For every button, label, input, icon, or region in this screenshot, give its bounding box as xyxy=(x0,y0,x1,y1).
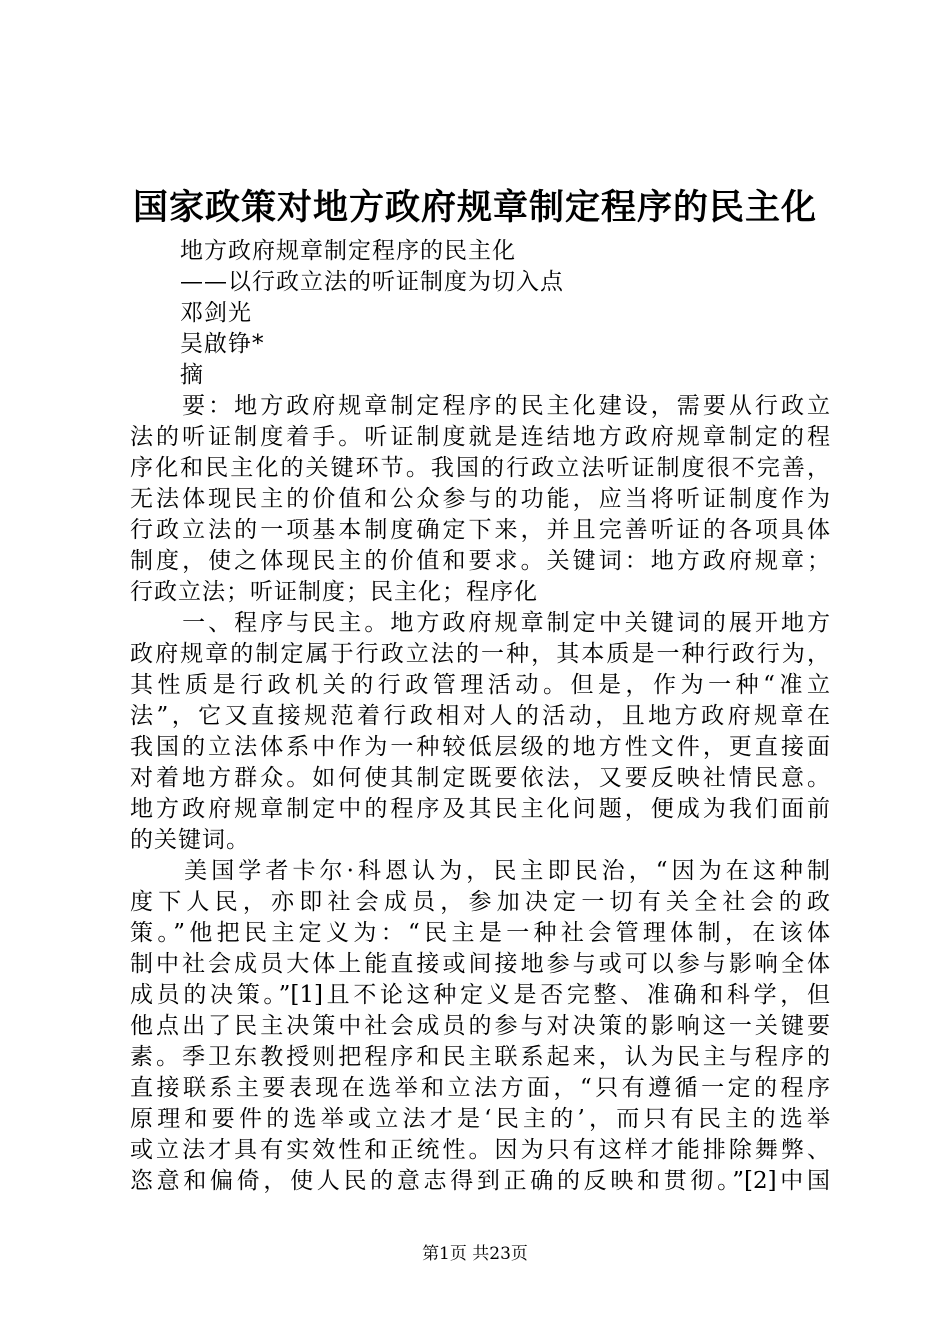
body-line: 策。”他把民主定义为：“民主是一种社会管理体制，在该体 xyxy=(130,920,830,946)
document-body xyxy=(130,391,830,1197)
meta-line: 邓剑光 xyxy=(180,300,252,326)
body-line: 地方政府规章制定中的程序及其民主化问题，便成为我们面前 xyxy=(130,796,830,822)
body-line: 一、程序与民主。地方政府规章制定中关键词的展开地方 xyxy=(130,610,830,636)
body-line: 行政立法的一项基本制度确定下来，并且完善听证的各项具体 xyxy=(130,517,830,543)
body-line: 或立法才具有实效性和正统性。因为只有这样才能排除舞弊、 xyxy=(130,1137,830,1163)
body-line: 我国的立法体系中作为一种较低层级的地方性文件，更直接面 xyxy=(130,734,830,760)
document-title: 国家政策对地方政府规章制定程序的民主化 xyxy=(132,187,817,228)
body-line: 他点出了民主决策中社会成员的参与对决策的影响这一关键要 xyxy=(130,1013,830,1039)
body-line: 行政立法；听证制度；民主化；程序化 xyxy=(130,579,538,605)
body-line: 美国学者卡尔·科恩认为，民主即民治，“因为在这种制 xyxy=(130,858,830,884)
body-line: 其性质是行政机关的行政管理活动。但是，作为一种“准立 xyxy=(130,672,830,698)
body-line: 直接联系主要表现在选举和立法方面，“只有遵循一定的程序 xyxy=(130,1075,830,1101)
body-line: 要：地方政府规章制定程序的民主化建设，需要从行政立 xyxy=(130,393,830,419)
body-line: 法”，它又直接规范着行政相对人的活动，且地方政府规章在 xyxy=(130,703,830,729)
document-meta xyxy=(180,236,564,391)
meta-line: 地方政府规章制定程序的民主化 xyxy=(180,238,516,264)
meta-line: 摘 xyxy=(180,362,204,388)
body-line: 制度，使之体现民主的价值和要求。关键词：地方政府规章； xyxy=(130,548,830,574)
page-footer: 第1页 共23页 xyxy=(422,1244,528,1264)
body-line: 成员的决策。”[1]且不论这种定义是否完整、准确和科学，但 xyxy=(130,982,830,1008)
body-line: 政府规章的制定属于行政立法的一种，其本质是一种行政行为， xyxy=(130,641,830,667)
body-line: 对着地方群众。如何使其制定既要依法，又要反映社情民意。 xyxy=(130,765,830,791)
body-line: 法的听证制度着手。听证制度就是连结地方政府规章制定的程 xyxy=(130,424,830,450)
body-line: 序化和民主化的关键环节。我国的行政立法听证制度很不完善， xyxy=(130,455,830,481)
meta-line: 吴啟铮* xyxy=(180,331,265,357)
body-line: 的关键词。 xyxy=(130,827,250,853)
body-line: 恣意和偏倚，使人民的意志得到正确的反映和贯彻。”[2]中国 xyxy=(130,1168,830,1194)
body-line: 原理和要件的选举或立法才是‘民主的’，而只有民主的选举 xyxy=(130,1106,830,1132)
body-line: 素。季卫东教授则把程序和民主联系起来，认为民主与程序的 xyxy=(130,1044,830,1070)
body-line: 度下人民，亦即社会成员，参加决定一切有关全社会的政 xyxy=(130,889,830,915)
body-line: 无法体现民主的价值和公众参与的功能，应当将听证制度作为 xyxy=(130,486,830,512)
body-line: 制中社会成员大体上能直接或间接地参与或可以参与影响全体 xyxy=(130,951,830,977)
meta-line: ——以行政立法的听证制度为切入点 xyxy=(180,269,564,295)
